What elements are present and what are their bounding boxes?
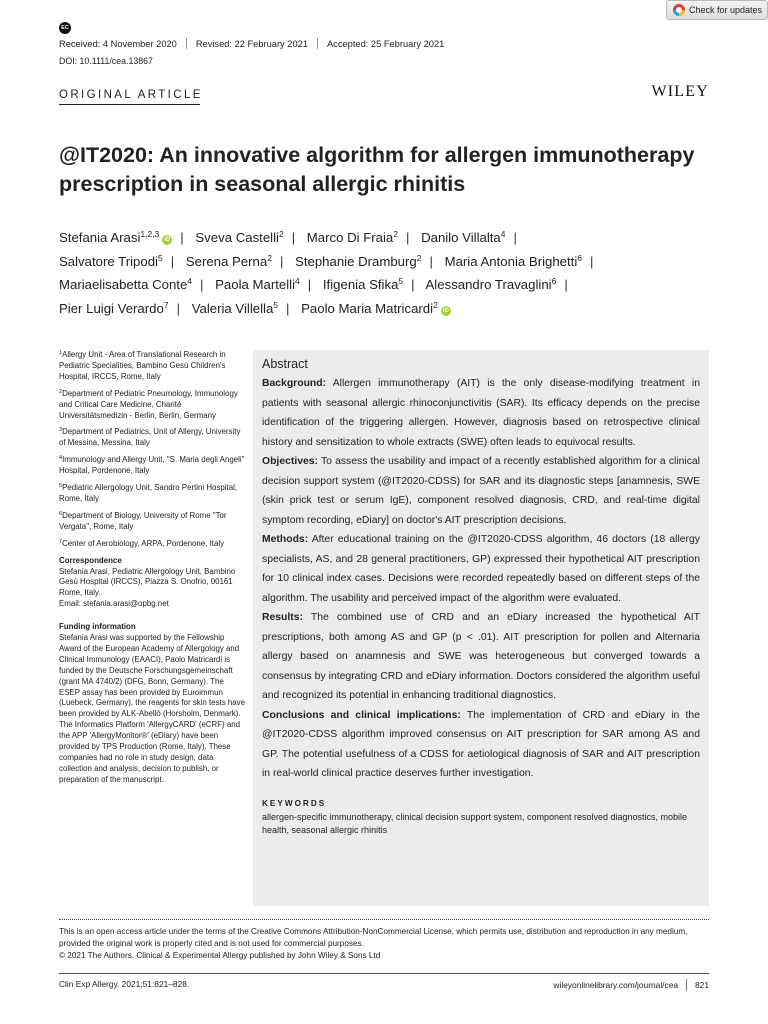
author-name-text: Alessandro Travaglini [425, 277, 552, 292]
affiliation-item [59, 389, 245, 422]
divider [186, 38, 187, 49]
author-separator: | [429, 253, 433, 269]
author-name-text: Danilo Villalta [421, 230, 501, 245]
author-separator: | [411, 277, 415, 292]
author-separator: | [590, 253, 594, 269]
section-text: After educational training on the @IT2020-CDSS algorithm, 46 doctors (18 allergy specialists, AS, and 28 general practitioners, GP) expressed their hypothetical AIT prescription for 10 clinical index cases. Decisions were recorded repeatedly based on different steps of the algorithm. The usability and perceived impact of the algorithm were evaluated. [262, 534, 700, 604]
author-name-text: Valeria Villella [191, 300, 274, 316]
affiliation-superscript: 1,2,3 [140, 229, 160, 239]
affiliation-text: Immunology and Allergy Unit, "S. Maria degli Angeli" Hospital, Pordenone, Italy [59, 455, 245, 476]
affiliation-item [59, 427, 245, 449]
author-name[interactable] [445, 254, 582, 269]
author-name[interactable] [215, 277, 300, 292]
author-separator: | [286, 300, 290, 316]
affiliation-superscript: 2 [278, 229, 284, 239]
affiliation-text: Pediatric Allergology Unit, Sandro Pertini Hospital, Rome, Italy [59, 483, 238, 503]
affiliation-superscript: 2 [267, 252, 272, 263]
section-label: Methods: [262, 534, 309, 545]
divider [59, 919, 709, 920]
abstract-results [262, 608, 700, 706]
license-block [59, 926, 709, 962]
affiliation-item [59, 483, 245, 505]
affiliation-number: 2 [59, 388, 63, 395]
check-for-updates-label: Check for updates [689, 5, 763, 15]
keywords-heading: KEYWORDS [262, 798, 327, 808]
correspondence-text: Stefania Arasi, Pediatric Allergology Unit, Bambino Gesù Hospital (IRCCS), Piazza S. Onofrio, 00161 Rome, Italy. [59, 566, 236, 598]
author-name[interactable] [59, 277, 192, 292]
author-list [59, 226, 709, 320]
orcid-icon[interactable]: iD [442, 307, 449, 314]
affiliation-superscript: 7 [163, 299, 169, 310]
author-name-text: Serena Perna [185, 253, 268, 269]
affiliation-item [59, 511, 245, 533]
journal-citation: Clin Exp Allergy. 2021;51:821–828. [59, 979, 190, 989]
affiliation-text: Department of Pediatrics, Unit of Allergy, University of Messina, Messina, Italy [59, 427, 241, 448]
publisher-logo: WILEY [651, 83, 709, 100]
page-footer-right [553, 979, 709, 991]
revised-date: Revised: 22 February 2021 [195, 38, 308, 49]
abstract-background [262, 374, 700, 452]
author-name-text: Marco Di Fraia [306, 230, 394, 245]
author-separator: | [279, 253, 284, 269]
copyright-text: © 2021 The Authors. Clinical & Experimental Allergy published by John Wiley & Sons Ltd [59, 951, 381, 960]
affiliation-number: 5 [59, 483, 63, 490]
author-name[interactable] [195, 230, 283, 245]
author-separator: | [564, 277, 568, 292]
affiliation-superscript: 5 [273, 299, 279, 310]
author-name-text: Stephanie Dramburg [295, 253, 417, 269]
divider [317, 38, 318, 49]
affiliation-text: Center of Aerobiology, ARPA, Pordenone, Italy [62, 538, 225, 548]
funding-heading: Funding information [59, 622, 136, 632]
abstract-box [253, 350, 709, 906]
abstract-conclusions [262, 706, 700, 784]
affiliation-text: Allergy Unit - Area of Translational Research in Pediatric Specialities, Bambino Gesù Children's Hospital, IRCCS, Rome, Italy [59, 350, 226, 381]
doi-link[interactable]: DOI: 10.1111/cea.13867 [59, 56, 153, 66]
author-name[interactable] [421, 230, 505, 245]
received-date: Received: 4 November 2020 [59, 38, 177, 49]
author-name-text: Paola Martelli [215, 277, 296, 292]
section-label: Conclusions and clinical implications: [262, 709, 461, 721]
correspondence-email[interactable]: Email: stefania.arasi@opbg.net [59, 599, 169, 609]
correspondence-block [59, 556, 245, 611]
accepted-date: Accepted: 25 February 2021 [326, 38, 445, 49]
section-label: Background: [262, 378, 327, 389]
article-type-label: ORIGINAL ARTICLE [59, 89, 203, 101]
affiliation-item [59, 455, 245, 477]
affiliation-superscript: 2 [393, 229, 398, 239]
author-name-text: Pier Luigi Verardo [59, 300, 164, 316]
keywords-text: allergen-specific immunotherapy, clinical decision support system, component resolved diagnostics, mobile health, seasonal allergic rhinitis [262, 811, 688, 835]
author-name[interactable] [59, 230, 172, 245]
author-name-text: Maria Antonia Brighetti [444, 253, 578, 269]
author-name[interactable] [301, 301, 451, 316]
author-name[interactable] [295, 254, 421, 269]
section-text: To assess the usability and impact of a recently established algorithm for a clinical decision support system (@IT2020-CDSS) for SAR and its diagnostic steps [anamnesis, SWE (skin prick test or serum IgE), component resolved diagnosis, CRD, and real-time digital symptom recording, eDiary] on doctor's AIT prescription decisions. [262, 456, 700, 526]
crossmark-icon [673, 4, 685, 16]
affiliations-list [59, 350, 245, 550]
affiliation-superscript: 4 [500, 229, 506, 239]
author-name-text: Mariaelisabetta Conte [59, 277, 188, 292]
divider [686, 979, 687, 991]
author-name[interactable] [426, 277, 557, 292]
journal-badge-icon: EC [59, 22, 71, 34]
author-name[interactable] [59, 301, 169, 316]
affiliation-number: 1 [59, 350, 63, 356]
correspondence-heading: Correspondence [59, 555, 122, 565]
affiliation-superscript: 6 [577, 252, 583, 263]
section-label: Results: [262, 612, 303, 623]
section-text: Allergen immunotherapy (AIT) is the only disease-modifying treatment in patients with seasonal allergic rhinoconjunctivitis (SAR). Its efficacy depends on the precise identification of the triggering allergen. However, diagnosis based on retrospective clinical history and sensitization to whole extracts (SWE) often leads to equivocal results. [262, 378, 700, 448]
author-separator: | [406, 230, 410, 245]
journal-url-link[interactable]: wileyonlinelibrary.com/journal/cea [553, 980, 679, 990]
author-separator: | [180, 230, 184, 245]
author-name-text: Salvatore Tripodi [59, 253, 158, 269]
affiliation-text: Department of Biology, University of Rome "Tor Vergata", Rome, Italy [59, 510, 227, 531]
article-dates [59, 38, 444, 49]
author-name[interactable] [59, 254, 163, 269]
affiliation-number: 4 [59, 455, 63, 462]
article-title: @IT2020: An innovative algorithm for allergen immunotherapy prescription in seasonal allergic rhinitis [59, 143, 695, 196]
affiliation-superscript: 5 [398, 276, 404, 286]
author-separator: | [200, 277, 204, 292]
divider [59, 104, 200, 105]
abstract-heading: Abstract [262, 357, 308, 371]
author-name[interactable] [323, 277, 403, 292]
funding-text: Stefania Arasi was supported by the Fellowship Award of the European Academy of Allergology and Clinical Immunology (EAACI); Paolo Matricardi is funded by the Deutsche Forschungsgemeinschaft (grant MA 4740/2) (DFG, Bonn, Germany). The ESEP assay has been provided by Euroimmun (Luebeck, Germany), the reagents for skin tests have been provided by ALK-Abellò (Horsholm, Denmark). The Informatics Platform 'AllergyCARD' (eCRF) and the APP 'AllergyMonitor®' (eDiary) have been provided by TPS Production (Rome, Italy). These companies had no role in study design, data collection and analysis, decision to publish, or preparation of the manuscript. [59, 633, 245, 784]
author-separator: | [176, 300, 181, 316]
section-label: Objectives: [262, 456, 319, 467]
author-separator: | [291, 230, 296, 245]
author-separator: | [307, 277, 312, 292]
abstract-methods [262, 530, 700, 608]
affiliation-superscript: 4 [187, 276, 193, 286]
affiliation-superscript: 6 [551, 276, 557, 286]
affiliation-superscript: 2 [416, 252, 422, 263]
funding-block [59, 622, 245, 786]
author-name-text: Ifigenia Sfika [322, 277, 399, 292]
author-name[interactable] [192, 301, 278, 316]
author-separator: | [513, 230, 517, 245]
author-name-text: Paolo Maria Matricardi [301, 300, 434, 316]
author-name[interactable] [186, 254, 272, 269]
left-sidebar [59, 350, 245, 786]
orcid-icon[interactable]: iD [164, 237, 171, 243]
affiliation-superscript: 2 [433, 299, 438, 310]
section-text: The implementation of CRD and eDiary in the @IT2020-CDSS algorithm improved consensus on AIT prescription for SAR among AS and GP. The potential usefulness of a CDSS for aetiological diagnosis of SAR and AIT prescription in real-world clinical practice deserves further investigation. [262, 709, 700, 779]
affiliation-text: Department of Pediatric Pneumology, Immunology and Critical Care Medicine, Charité Universitätsmedizin - Berlin, Berlin, Germany [59, 388, 238, 420]
section-text: The combined use of CRD and an eDiary increased the hypothetical AIT prescriptions, both among AS and GP (p < .01). AIT prescription for pollen and Alternaria allergy based on anamnesis and SWE was heterogeneous but converged towards a consensus by integrating CRD and eDiary information. Doctors considered the algorithm useful and recognized its potential in enhancing traditional diagnostics. [262, 612, 701, 701]
affiliation-superscript: 5 [157, 252, 163, 263]
abstract-objectives [262, 452, 700, 530]
author-name-text: Stefania Arasi [59, 230, 141, 245]
license-text: This is an open access article under the terms of the Creative Commons Attribution-NonCommercial License, which permits use, distribution and reproduction in any medium, provided the original work is properly cited and is not used for commercial purposes. [59, 927, 688, 948]
divider [59, 973, 709, 974]
affiliation-number: 3 [59, 427, 63, 434]
author-name-text: Sveva Castelli [195, 230, 279, 245]
page-number: 821 [695, 980, 709, 990]
affiliation-superscript: 4 [295, 276, 300, 286]
check-for-updates-button[interactable] [666, 0, 768, 20]
author-name[interactable] [307, 230, 398, 245]
affiliation-number: 6 [59, 510, 63, 517]
affiliation-item [59, 350, 245, 383]
author-separator: | [170, 253, 175, 269]
affiliation-item [59, 539, 245, 550]
affiliation-number: 7 [59, 538, 63, 545]
